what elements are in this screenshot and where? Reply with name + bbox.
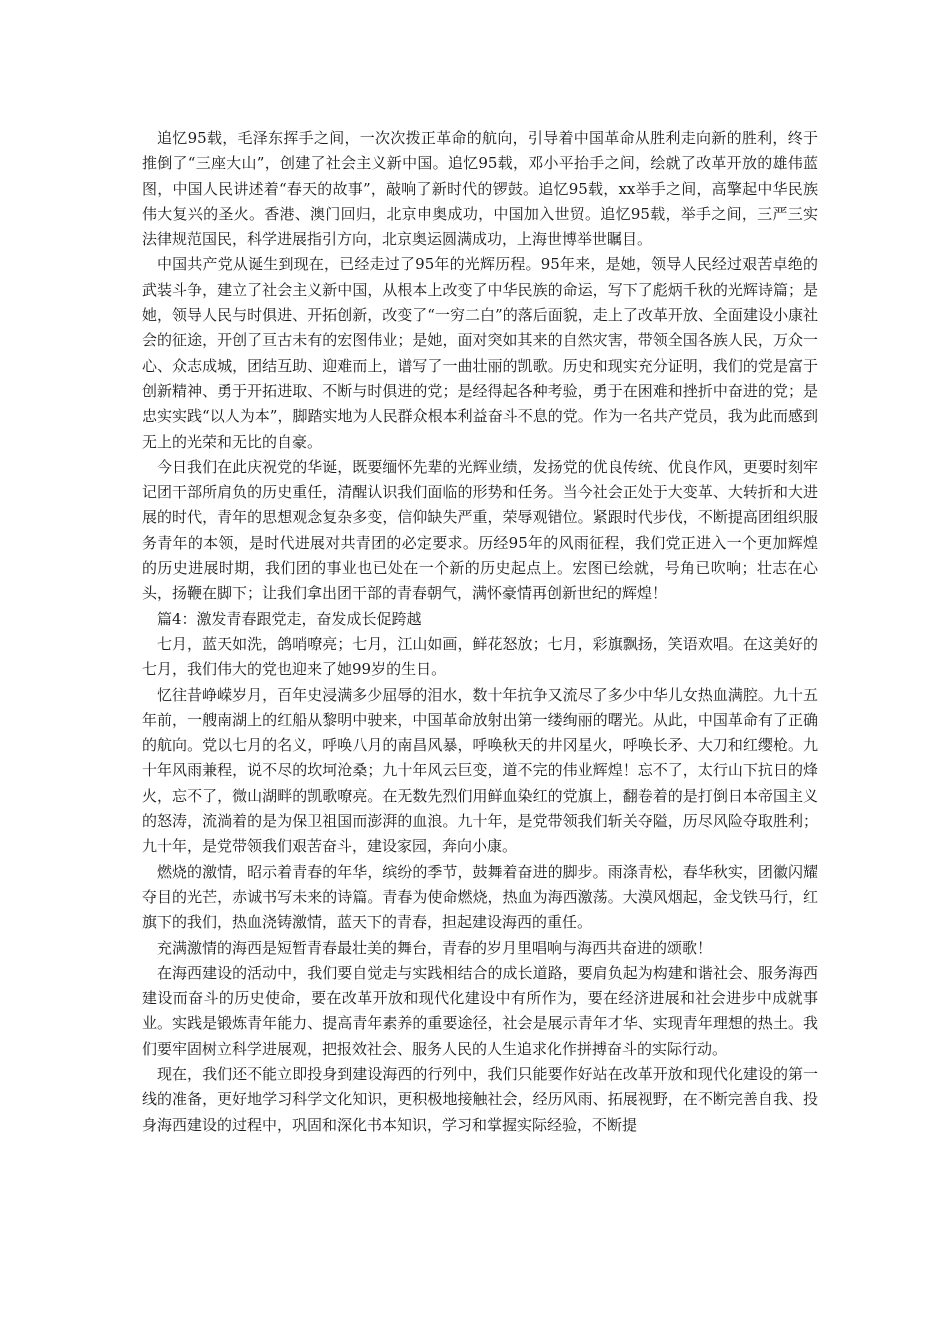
paragraph: 追忆95载，毛泽东挥手之间，一次次拨正革命的航向，引导着中国革命从胜利走向新的胜利，终于推倒了“三座大山”，创建了社会主义新中国。追忆95载，邓小平抬手之间，绘就了改革开放的雄伟蓝图，中国人民讲述着“春天的故事”，敲响了新时代的锣鼓。追忆95载，xx举手之间，高擎起中华民族伟大复兴的圣火。香港、澳门回归，北京申奥成功，中国加入世贸。追忆95载，举手之间，三严三实法律规范国民，科学进展指引方向，北京奥运圆满成功，上海世博举世瞩目。: [142, 129, 818, 249]
paragraph: 现在，我们还不能立即投身到建设海西的行列中，我们只能要作好站在改革开放和现代化建设的第一线的准备，更好地学习科学文化知识，更积极地接触社会，经历风雨、拓展视野，在不断完善自我、投身海西建设的过程中，巩固和深化书本知识，学习和掌握实际经验，不断提: [142, 1064, 818, 1134]
paragraph: 今日我们在此庆祝党的华诞，既要缅怀先辈的光辉业绩，发扬党的优良传统、优良作风，更要时刻牢记团干部所肩负的历史重任，清醒认识我们面临的形势和任务。当今社会正处于大变革、大转折和大进展的时代，青年的思想观念复杂多变，信仰缺失严重，荣辱观错位。紧跟时代步伐，不断提高团组织服务青年的本领，是时代进展对共青团的必定要求。历经95年的风雨征程，我们党正进入一个更加辉煌的历史进展时期，我们团的事业也已处在一个新的历史起点上。宏图已绘就，号角已吹响；壮志在心头，扬鞭在脚下；让我们拿出团干部的青春朝气，满怀豪情再创新世纪的辉煌！: [142, 457, 818, 603]
paragraph: 在海西建设的活动中，我们要自觉走与实践相结合的成长道路，要肩负起为构建和谐社会、服务海西建设而奋斗的历史使命，要在改革开放和现代化建设中有所作为，要在经济进展和社会进步中成就事业。实践是锻炼青年能力、提高青年素养的重要途径，社会是展示青年才华、实现青年理想的热土。我们要牢固树立科学进展观，把报效社会、服务人民的人生追求化作拼搏奋斗的实际行动。: [142, 963, 818, 1058]
paragraph: 充满激情的海西是短暂青春最壮美的舞台，青春的岁月里唱响与海西共奋进的颂歌！: [157, 938, 713, 957]
paragraph: 燃烧的激情，昭示着青春的年华，缤纷的季节，鼓舞着奋进的脚步。雨涤青松，春华秋实，团徽闪耀夺目的光芒，赤诚书写未来的诗篇。青春为使命燃烧，热血为海西激荡。大漠风烟起，金戈铁马行，红旗下的我们，热血浇铸激情，蓝天下的青春，担起建设海西的重任。: [142, 862, 818, 932]
paragraph: 七月，蓝天如洗，鸽哨嘹亮；七月，江山如画，鲜花怒放；七月，彩旗飘扬，笑语欢唱。在这美好的七月，我们伟大的党也迎来了她99岁的生日。: [142, 634, 818, 679]
paragraph: 中国共产党从诞生到现在，已经走过了95年的光辉历程。95年来，是她，领导人民经过艰苦卓绝的武装斗争，建立了社会主义新中国，从根本上改变了中华民族的命运，写下了彪炳千秋的光辉诗篇；是她，领导人民与时俱进、开拓创新，改变了“一穷二白”的落后面貌，走上了改革开放、全面建设小康社会的征途，开创了亘古未有的宏图伟业；是她，面对突如其来的自然灾害，带领全国各族人民，万众一心、众志成城，团结互助、迎难而上，谱写了一曲壮丽的凯歌。历史和现实充分证明，我们的党是富于创新精神、勇于开拓进取、不断与时俱进的党；是经得起各种考验，勇于在困难和挫折中奋进的党；是忠实实践“以人为本”，脚踏实地为人民群众根本利益奋斗不息的党。作为一名共产党员，我为此而感到无上的光荣和无比的自豪。: [142, 255, 818, 451]
document-page: [142, 126, 818, 1138]
paragraph: 忆往昔峥嵘岁月，百年史浸满多少屈辱的泪水，数十年抗争又流尽了多少中华儿女热血满腔。九十五年前，一艘南湖上的红船从黎明中驶来，中国革命放射出第一缕绚丽的曙光。从此，中国革命有了正确的航向。党以七月的名义，呼唤八月的南昌风暴，呼唤秋天的井冈星火，呼唤长矛、大刀和红缨枪。九十年风雨兼程，说不尽的坎坷沧桑；九十年风云巨变，道不完的伟业辉煌！忘不了，太行山下抗日的烽火，忘不了，微山湖畔的凯歌嘹亮。在无数先烈们用鲜血染红的党旗上，翻卷着的是打倒日本帝国主义的怒涛，流淌着的是为保卫祖国而澎湃的血浪。九十年，是党带领我们斩关夺隘，历尽风险夺取胜利；九十年，是党带领我们艰苦奋斗，建设家园，奔向小康。: [142, 685, 818, 856]
section-heading: 篇4：激发青春跟党走，奋发成长促跨越: [157, 609, 422, 628]
